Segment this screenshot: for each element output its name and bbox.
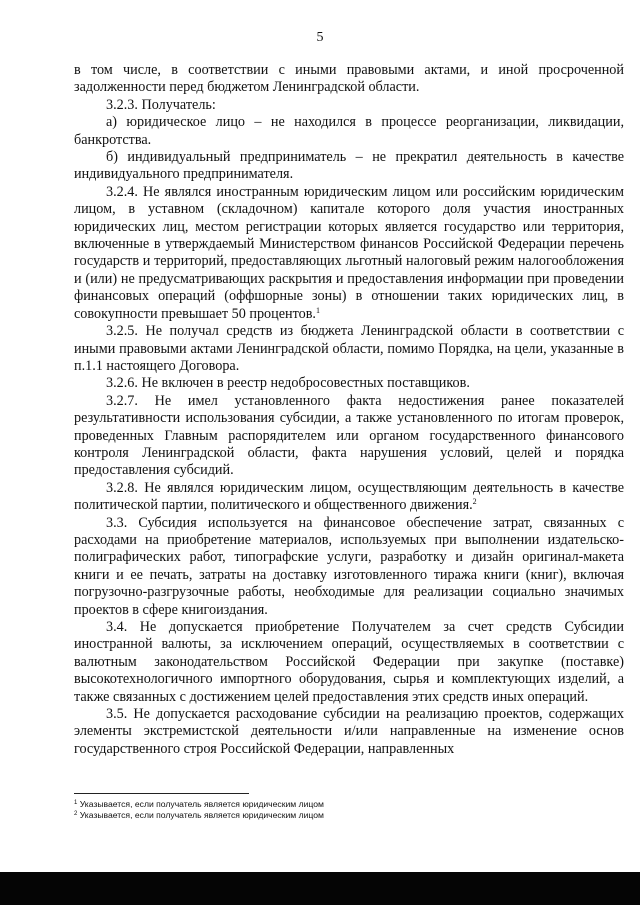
paragraph-text: а) юридическое лицо – не находился в процессе реорганизации, ликвидации, банкротства. — [74, 114, 624, 148]
paragraph-p4 — [74, 184, 624, 323]
paragraph-text: 3.2.3. Получатель: — [106, 96, 216, 113]
paragraph-p9 — [74, 515, 624, 619]
footnote — [74, 810, 624, 821]
paragraph-text: 3.2.4. Не являлся иностранным юридическим лицом или российским юридическим лицом, в уставном (складочном) капитале которого доля участия иностранных юридических лиц, местом регистрации которых является государство или территория, включенные в утверждаемый Министерством финансов Российской Федерации перечень государств и территорий, предоставляющих льготный налоговый режим налогообложения и (или) не предусматривающих раскрытия и предоставления информации при проведении финансовых операций (оффшорные зоны) в отношении таких юридических лиц, в совокупности превышает 50 процентов. — [74, 183, 624, 322]
paragraph-text: в том числе, в соответствии с иными правовыми актами, и иной просроченной задолженности перед бюджетом Ленинградской области. — [74, 62, 624, 96]
footnote-number: 1 — [74, 800, 78, 806]
paragraph-p0 — [74, 62, 624, 97]
paragraph-text: 3.5. Не допускается расходование субсидии на реализацию проектов, содержащих элементы экстремистской деятельности и/или направленные на изменение основ государственного строя Российской Федерации, направленных — [74, 706, 624, 757]
scan-border — [0, 872, 640, 905]
paragraph-p7 — [74, 393, 624, 480]
document-body — [74, 62, 624, 758]
paragraph-text: 3.2.5. Не получал средств из бюджета Ленинградской области в соответствии с иными правовыми актами Ленинградской области, помимо Порядка, на цели, указанные в п.1.1 настоящего Договора. — [74, 323, 624, 374]
paragraph-p11 — [74, 706, 624, 758]
footnote — [74, 799, 624, 810]
paragraph-p8 — [74, 480, 624, 515]
paragraph-p2 — [74, 114, 624, 149]
page-number: 5 — [316, 30, 324, 45]
paragraph-text: б) индивидуальный предприниматель – не прекратил деятельность в качестве индивидуального предпринимателя. — [74, 149, 624, 183]
paragraph-text: 3.2.8. Не являлся юридическим лицом, осуществляющим деятельность в качестве политической партии, политического и общественного движения. — [74, 479, 624, 514]
footnote-reference: 1 — [315, 305, 320, 315]
footnote-text: Указывается, если получатель является юридическим лицом — [79, 799, 324, 809]
footnote-number: 2 — [74, 811, 78, 817]
paragraph-text: 3.2.6. Не включен в реестр недобросовестных поставщиков. — [106, 375, 470, 392]
footnote-reference: 2 — [472, 497, 477, 507]
paragraph-p5 — [74, 323, 624, 375]
footnotes — [74, 799, 624, 821]
paragraph-text: 3.4. Не допускается приобретение Получателем за счет средств Субсидии иностранной валюты, за исключением операций, осуществляемых в соответствии с валютным законодательством Российской Федерации при закупке (поставке) высокотехнологичного импортного оборудования, сырья и комплектующих изделий, а также связанных с достижением целей предоставления этих средств иных операций. — [74, 619, 624, 705]
paragraph-text: 3.3. Субсидия используется на финансовое обеспечение затрат, связанных с расходами на приобретение материалов, используемых при выполнении издательско-полиграфических работ, типографские услуги, разработку и дизайн оригинал-макета книги и ее печать, затраты на доставку изготовленного тиража книги (книг), включая погрузочно-разгрузочные работы, необходимые для реализации социально значимых проектов в сфере книгоиздания. — [74, 514, 624, 618]
paragraph-p1 — [74, 97, 624, 114]
footnote-text: Указывается, если получатель является юридическим лицом — [79, 810, 324, 820]
paragraph-p6 — [74, 375, 624, 392]
footnote-divider — [74, 793, 249, 794]
paragraph-text: 3.2.7. Не имел установленного факта недостижения ранее показателей результативности использования субсидии, а также установленного по итогам проверок, проведенных Главным распорядителем или органом государственного финансового контроля Ленинградской области, факта нарушения условий, целей и порядка предоставления субсидий. — [74, 392, 624, 479]
paragraph-p3 — [74, 149, 624, 184]
paragraph-p10 — [74, 619, 624, 706]
